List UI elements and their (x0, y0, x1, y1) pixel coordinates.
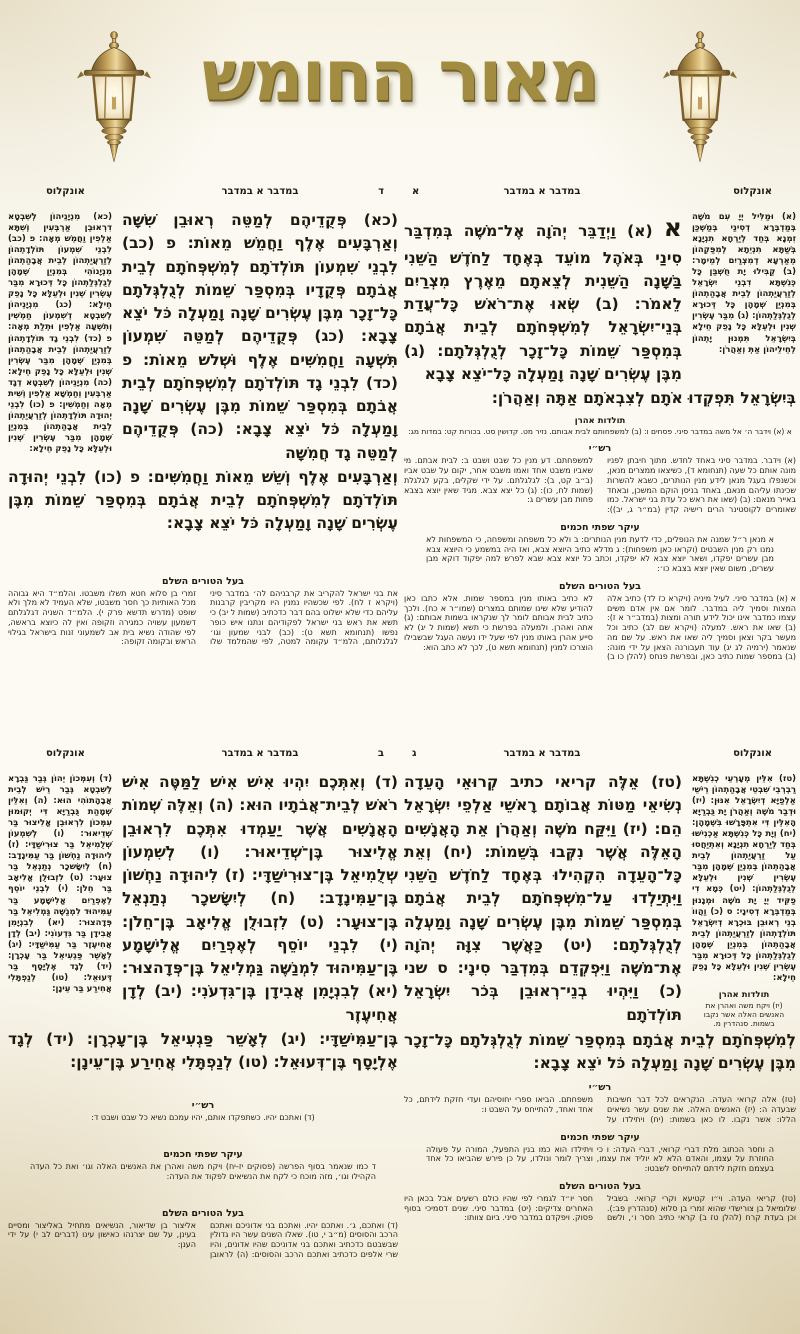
sifsei-chachamim-title: עיקר שפתי חכמים (560, 521, 640, 533)
torah-text: (טז) אֵלֶּה קריאי כתיב קְרוּאֵי הָעֵדָה נְשִׂיאֵי מַטּוֹת אֲבוֹתָם רָאשֵׁי אַלְפֵי יִשְׂרָאֵל הֵם: (יז) וַיִּקַּח מֹשֶׁה וְאַהֲרֹן אֵת הָאֲנָשִׁים הָאֵלֶּה אֲשֶׁר נִקְּבוּ בְּשֵׁמוֹת: (יח) וְאֵת כָּל־הָעֵדָה הִקְהִילוּ בְּאֶחָד לַחֹדֶשׁ הַשֵּׁנִי וַיִּתְיַלְדוּ עַל־מִשְׁפְּחֹתָם לְבֵית אֲבֹתָם בְּמִסְפַּר שֵׁמוֹת מִבֶּן עֶשְׂרִים שָׁנָה וָמַעְלָה לְגֻלְגְּלֹתָם: (יט) כַּאֲשֶׁר צִוָּה יְהֹוָה אֶת־מֹשֶׁה וַיִּפְקְדֵם בְּמִדְבַּר סִינָי: ס שני (כ) וַיִּהְיוּ בְנֵי־רְאוּבֵן בְּכֹר יִשְׂרָאֵל תּוֹלְדֹתָם (404, 773, 682, 1024)
toldot-aharon-text: א (א) וידבר ה׳ אל משה במדבר סיני. פסחים ו: (ב) למשפחותם לבית אבותם. נזיר מט. קדושין סט. בכורות קט: במדות מג: (408, 427, 792, 437)
onkelos-label: אונקלוס (46, 748, 85, 759)
baal-haturim-text: את בני ישראל להקריב את קרבניהם לה׳ במדבר סיני (ויקרא ז לח). לפי שכשהיו נמנין היו מקריבין קרבנות עליהם כדי שלא ישלוט בהם דבר כדכתיב (שמות ל יב) כי תשא את ראש בני ישראל לפקודיהם ונתנו איש כופר נפשו (תנחומא תשא ט): (כב) לבני שמעון וגו׳ לגלגלותם, הלמ״ד עקומה למטה, לפי שהמלמד שלו זמרי בן סלוא חטא תשלו משבטו. והלמ״ד היא גבוהה מכל האותיות כך חסר משבטו, שלא העמיד לא מלך ולא שופט (מדרש תדשא פרק י). הלמ״ד השניה דגלגלתם דשמעון עשויה כמגירה וזקופה ואין לה כיוצא בראשה, לפי שהודה נשיא בית אב לשמעוני זנות בישראל בגילוי הראש ובקומה זקופה: (8, 588, 398, 647)
masthead (0, 0, 800, 186)
onkelos-text: (ד) וְעִמְּכוֹן יְהוֹן גְּבַר גַּבְרָא לְשִׁבְטָא גְּבַר רֵישׁ לְבֵית אֲבָהָתוֹהִי הוּא: (ה) וְאִלֵּין שְׁמָהַת גֻּבְרַיָּא דִּי יְקוּמוּן עִמְּכוֹן לִרְאוּבֵן אֱלִיצוּר בַּר שְׁדֵיאוּר: (ו) לְשִׁמְעוֹן שְׁלֻמִיאֵל בַּר צוּרִישַׁדָּי: (ז) לִיהוּדָה נַחְשׁוֹן בַּר עַמִּינָדָב: (ח) לְיִשָּׂשכָר נְתַנְאֵל בַּר צוּעָר: (ט) לִזְבוּלֻן אֱלִיאָב בַּר חֵלֹן: (י) לִבְנֵי יוֹסֵף לְאֶפְרַיִם אֱלִישָׁמָע בַּר עַמִּיהוּד לִמְנַשֶּׁה גַּמְלִיאֵל בַּר פְּדָהצוּר: (יא) לְבִנְיָמִן אֲבִידָן בַּר גִּדְעוֹנִי: (יב) לְדָן אֲחִיעֶזֶר בַּר עַמִּישַׁדָּי: (יג) לְאָשֵׁר פַּגְעִיאֵל בַּר עָכְרָן: (יד) לְגָד אֶלְיָסָף בַּר דְּעוּאֵל: (טו) לְנַפְתָּלִי אֲחִירַע בַּר עֵינָן: (8, 774, 112, 994)
onkelos-label: אונקלוס (733, 186, 772, 197)
onkelos-text: (טז) אִלֵּין מְעָרְעֵי כְנִשְׁתָּא רַבְרְבֵי שִׁבְטֵי אֲבָהַתְהוֹן רֵישֵׁי אַלְפַיָּא דְיִשְׂרָאֵל אִנּוּן: (יז) וּדְבַר מֹשֶׁה וְאַהֲרֹן יָת גֻּבְרַיָּא הָאִלֵּין דִּי אִתְפָּרָשׁוּ בִּשְׁמָהָן: (יח) וְיָת כָּל כְּנִשְׁתָּא אַכְנִישׁוּ בְּחַד לְיַרְחָא תִנְיָנָא וְאִתְיַחֲסוּ עַל זַרְעֲיַתְהוֹן לְבֵית אֲבָהַתְהוֹן בְּמִנְיַן שְׁמָהָן מִבַּר עֶשְׂרִין שְׁנִין וּלְעֵלָּא לְגֻלְגְּלַתְהוֹן: (יט) כְּמָא דִי פַקִּיד יְיָ יָת מֹשֶׁה וּמְנָנוּן בְּמַדְבְּרָא דְסִינָי: ס (כ) וַהֲווֹ בְנֵי רְאוּבֵן בּוּכְרָא דְיִשְׂרָאֵל תּוֹלְדָתְהוֹן לְזַרְעֲיַתְהוֹן לְבֵית אֲבָהַתְהוֹן בְּמִנְיַן שְׁמָהָן לְגֻלְגְּלַתְהוֹן כָּל דְּכוּרָא מִבַּר עֶשְׂרִין שְׁנִין וּלְעֵלָּא כָּל נָפֵק חֵילָא: (692, 774, 796, 983)
torah-text-continued: בֶּן־עַמִּישַׁדָּי: (יג) לְאָשֵׁר פַּגְעִיאֵל בֶּן־עָכְרָן: (יד) לְגָד אֶלְיָסָף בֶּן־דְּעוּאֵל: (טו) לְנַפְתָּלִי אֲחִירַע בֶּן־עֵינָן: (8, 1029, 398, 1071)
rashi-text: (ד) ואתכם יהיו. כשתפקדו אותם, יהיו עמכם נשיא כל שבט ושבט ד: (91, 1113, 315, 1123)
torah-text-continued: בְּיִשְׂרָאֵל תִּפְקְדוּ אֹתָם לְצִבְאֹתָם אַתָּה וְאַהֲרֹן: (491, 389, 796, 407)
baal-haturim-title: בעל הטורים השלם (559, 1180, 641, 1192)
onkelos-text: (כא) מִנְיָנֵיהוֹן לְשִׁבְטָא דִרְאוּבֵן אַרְבְּעִין וְשִׁתָּא אַלְפִין וַחֲמֵשׁ מְאָה: פ (כב) לִבְנֵי שִׁמְעוֹן תּוֹלְדָתְהוֹן לְזַרְעֲיַתְהוֹן לְבֵית אֲבָהַתְהוֹן מִנְיָנוֹהִי בְּמִנְיַן שְׁמָהָן לְגֻלְגְּלַתְהוֹן כָּל דְּכוּרָא מִבַּר עֶשְׂרִין שְׁנִין וּלְעֵלָּא כָּל נָפֵק חֵילָא: (כג) מִנְיָנֵיהוֹן לְשִׁבְטָא דְשִׁמְעוֹן חַמְשִׁין וְתִשְׁעָה אַלְפִין וּתְלַת מְאָה: פ (כד) לִבְנֵי גָד תּוֹלְדָתְהוֹן לְזַרְעֲיַתְהוֹן לְבֵית אֲבָהַתְהוֹן בְּמִנְיַן שְׁמָהָן מִבַּר עֶשְׂרִין שְׁנִין וּלְעֵלָּא כָּל נָפֵק חֵילָא: (כה) מִנְיָנֵיהוֹן לְשִׁבְטָא דְגָד אַרְבְּעִין וְחַמְשָׁא אַלְפִין וְשִׁית מְאָה וְחַמְשִׁין: פ (כו) לִבְנֵי יְהוּדָה תּוֹלְדָתְהוֹן לְזַרְעֲיַתְהוֹן לְבֵית אֲבָהַתְהוֹן בְּמִנְיַן שְׁמָהָן מִבַּר עֶשְׂרִין שְׁנִין וּלְעֵלָּא כָּל נָפֵק חֵילָא: (8, 212, 112, 454)
baal-haturim-text: א (א) במדבר סיני. לעיל מיניה (ויקרא כז לד) כתיב אלה המצות וסמיך ליה במדבר. לומר אם אין אדם משים עצמו כמדבר אינו יכול לידע תורה ומצות (במדב״ר א ז): (ב) שאו את ראש. למעלה (ויקרא שם לב) כתיב וכל מעשר בקר וצאן וסמיך ליה שאו את ראש. על שם מה שנאמר (ירמיה לג יג) עוד תעבורנה הצאן על ידי מונה: (ב) במספר שמות כתיב כאן, ובפרשת פנחס (להלן כו ב) לא כתיב באותו מנין במספר שמות. אלא כתבו כאן להודיע שלא שינו שמותם במצרים (שמו״ר א כח). ולכך כתיב לבית אבותם לומר לך שנקראו בשמות אבותם: (ג) אתה ואהרן. ולמעלה בפרשת כי תשא (שמות ל יג) לא סייע אהרן באותו מנין לפי שעל ידו נעשה העגל שבשבילו הוצרכו למנין (תנחומא תשא ט), לכך לא כתב הוא: (404, 593, 796, 662)
sifsei-chachamim-title: עיקר שפתי חכמים (560, 1131, 640, 1143)
onkelos-text: (א) וּמַלִּיל יְיָ עִם מֹשֶׁה בְּמַדְבְּרָא דְסִינַי בְּמַשְׁכַּן זִמְנָא בְּחַד לְיַרְחָא תִנְיָנָא בְּשַׁתָּא תִנְיֵתָא לְמִפַּקְהוֹן מֵאַרְעָא דְמִצְרַיִם לְמֵימָר: (ב) קַבִּילוּ יָת חֻשְׁבַּן כָּל כְּנִשְׁתָּא דִבְנֵי יִשְׂרָאֵל לְזַרְעֲיַתְהוֹן לְבֵית אֲבָהַתְהוֹן בְּמִנְיַן שְׁמָהָן כָּל דְּכוּרָא לְגֻלְגְּלַתְהוֹן: (ג) מִבַּר עֶשְׂרִין שְׁנִין וּלְעֵלָּא כָּל נָפֵק חֵילָא בְּיִשְׂרָאֵל תִּמְנוּן יָתְהוֹן לְחֵילֵיהוֹן אַתְּ וְאַהֲרֹן: (692, 212, 796, 355)
page-header (8, 748, 398, 764)
rashi-title: רש״י (588, 443, 612, 455)
page-title: מאור החומש (201, 35, 599, 117)
chapter-letter: א (663, 213, 682, 242)
toldot-aharon-title: תולדות אהרן (718, 989, 770, 1000)
torah-text: (ד) וְאִתְּכֶם יִהְיוּ אִישׁ אִישׁ לַמַּטֶּה אִישׁ רֹאשׁ לְבֵית־אֲבֹתָיו הוּא: (ה) וְאֵלֶּה שְׁמוֹת הָאֲנָשִׁים אֲשֶׁר יַעַמְדוּ אִתְּכֶם לִרְאוּבֵן אֱלִיצוּר בֶּן־שְׁדֵיאוּר: (ו) לְשִׁמְעוֹן שְׁלֻמִיאֵל בֶּן־צוּרִישַׁדָּי: (ז) לִיהוּדָה נַחְשׁוֹן בֶּן־עַמִּינָדָב: (ח) לְיִשָּׂשכָר נְתַנְאֵל בֶּן־צוּעָר: (ט) לִזְבוּלֻן אֱלִיאָב בֶּן־חֵלֹן: (י) לִבְנֵי יוֹסֵף לְאֶפְרַיִם אֱלִישָׁמָע בֶּן־עַמִּיהוּד לִמְנַשֶּׁה גַּמְלִיאֵל בֶּן־פְּדָהצוּר: (יא) לְבִנְיָמִן אֲבִידָן בֶּן־גִּדְעֹנִי: (יב) לְדָן אֲחִיעֶזֶר (122, 773, 398, 1024)
torah-text-continued: לְמִשְׁפְּחֹתָם לְבֵית אֲבֹתָם בְּמִסְפַּר שֵׁמוֹת לְגֻלְגְּלֹתָם כָּל־זָכָר מִבֶּן עֶשְׂרִים שָׁנָה וָמַעְלָה כֹּל יֹצֵא צָבָא: (404, 1030, 796, 1073)
page-number: ד (378, 186, 384, 197)
rashi-text: (א) וידבר. במדבר סיני באחד לחדש. מתוך חיבתן לפניו מונה אותם כל שעה (תנחומא ד), כשיצאו ממצרים מנאן, וכשנפלו בעגל מנאן לידע מנין הנותרים, כשבא להשרות שכינתו עליהם מנאם, באחד בניסן הוקם המשכן, ובאחד באייר מנאם: (ב) (שאו את ראש כל עדת בני ישראל. כמו שאומרים לקוסטינר הרים רישיה קדין (במ״ר ג, יב)): למשפחתם. דע מנין כל שבט ושבט ב: לבית אבתם. מי שאביו משבט אחד ואמו משבט אחר, יקום על שבט אביו (ב״ב קט, ב): לגלגלתם. על ידי שקלים, בקע לגלגלת (שמות לח, כו): (ג) כל יצא צבא. מגיד שאין יוצא בצבא פחות מבן עשרים ג: (404, 456, 796, 514)
torah-text-continued: וְאַרְבָּעִים אֶלֶף וְשֵׁשׁ מֵאוֹת וַחֲמִשִּׁים: פ (כו) לִבְנֵי יְהוּדָה תּוֹלְדֹתָם לְמִשְׁפְּחֹתָם לְבֵית אֲבֹתָם בְּמִסְפַּר שֵׁמוֹת מִבֶּן עֶשְׂרִים שָׁנָה וָמַעְלָה כֹּל יֹצֵא צָבָא: (8, 467, 398, 533)
book-header: במדבר א במדבר (503, 186, 581, 197)
baal-haturim-text: (ד) ואתכם, ג׳. ואתכם יהיו. ואתכם בני אדוניכם ואתכם הרכב והסוסים (מ״ב י, טו). שאלו השנים עשר היו גדולין שבשבטם כדכתיב ואתכם בני אדוניכם שהיו אדונים, והיו שרי אלפים כדכתיב ואתכם הרכב והסוסים: (ה) לראובן אליצור בן שדיאור, הנשיאים מתחיל באליצור ומסיים בעינן, על שם יצרנהו כאישון עינו (דברים לב י) על ידי הענן: (8, 1220, 398, 1259)
book-header: במדבר א במדבר (221, 748, 299, 759)
onkelos-column (692, 771, 796, 1028)
page-bet (8, 748, 398, 1292)
book-header: במדבר א במדבר (221, 186, 299, 197)
onkelos-label: אונקלוס (46, 186, 85, 197)
sifsei-chachamim-text: ה וחסר הכתוב מלת דברי קרואי, דברי העדה: ו כי ויתילדו הוא כמו בנין התפעל, המורה על פעולה החוזרת על עצמו, והאדם הלא לא יוליד את עצמו, וצריך לומר ונולדו, על כן פירש שהביאו כל אחד בעצמם חזקת לידתם להתייחס לשבטו: (426, 1144, 774, 1174)
toldot-aharon-text: (יז) ויקח משה ואהרן את האנשים האלה אשר נקבו בשמות. סנהדרין מ. (703, 1000, 785, 1028)
page-gimel (404, 748, 796, 1292)
toldot-aharon-title: תולדות אהרן (574, 416, 626, 427)
baal-haturim-title: בעל הטורים השלם (559, 580, 641, 592)
baal-haturim-text: (טז) קריאי העדה. וי״ו קטיעא וקרי קרואי. בשביל שלומיאל בן צורישדי שהוא זמרי בן סלוא (סנהדרין פב:). וכן בעדת קרח (להלן טז ב) קראי כתיב חסר ו׳, ולשם חסר יו״ד לגמרי לפי שהיו כולם רשעים אבל בכאן היו האחרים צדיקים: (יט) במדבר סיני. שנים דסמיכי בסוף פסוק. ויפקדם במדבר סיני. ביום צוותו: (404, 1193, 796, 1223)
torah-text: (כא) פְּקֻדֵיהֶם לְמַטֵּה רְאוּבֵן שִׁשָּׁה וְאַרְבָּעִים אֶלֶף וַחֲמֵשׁ מֵאוֹת: פ (כב) לִבְנֵי שִׁמְעוֹן תּוֹלְדֹתָם לְמִשְׁפְּחֹתָם לְבֵית אֲבֹתָם פְּקֻדָיו בְּמִסְפַּר שֵׁמוֹת לְגֻלְגְּלֹתָם כָּל־זָכָר מִבֶּן עֶשְׂרִים שָׁנָה וָמַעְלָה כֹּל יֹצֵא צָבָא: (כג) פְּקֻדֵיהֶם לְמַטֵּה שִׁמְעוֹן תִּשְׁעָה וַחֲמִשִּׁים אֶלֶף וּשְׁלֹשׁ מֵאוֹת: פ (כד) לִבְנֵי גָד תּוֹלְדֹתָם לְמִשְׁפְּחֹתָם לְבֵית אֲבֹתָם בְּמִסְפַּר שֵׁמוֹת מִבֶּן עֶשְׂרִים שָׁנָה וָמַעְלָה כֹּל יֹצֵא צָבָא: (כה) פְּקֻדֵיהֶם לְמַטֵּה גָד חֲמִשָּׁה (122, 211, 398, 462)
baal-haturim-title: בעל הטורים השלם (162, 575, 244, 587)
book-header: במדבר א במדבר (503, 748, 581, 759)
rashi-title: רש״י (588, 1082, 612, 1094)
page-number: ג (412, 748, 417, 759)
lantern-icon (652, 30, 748, 164)
page-dalet (8, 186, 398, 742)
page-aleph (404, 186, 796, 742)
torah-text (404, 209, 682, 386)
page-header (404, 748, 796, 764)
page-number: ב (377, 748, 384, 759)
rashi-title: רש״י (191, 1100, 215, 1112)
baal-haturim-title: בעל הטורים השלם (162, 1207, 244, 1219)
sifsei-chachamim-text: ד כמו שנאמר בסוף הפרשה (פסוקים יז-יח) ויקח משה ואהרן את האנשים האלה וגו׳ ואת כל העדה הקהילו וגו׳, מזה מוכח כי לקח את הנשיאים לפקוד את העדה: (30, 1162, 376, 1181)
page-number: א (412, 186, 420, 197)
onkelos-label: אונקלוס (733, 748, 772, 759)
sifsei-chachamim-title: עיקר שפתי חכמים (163, 1149, 243, 1160)
page-header (8, 186, 398, 202)
sifsei-chachamim-text: א מנאן ר״ל שמנה את הנופלים, כדי לדעת מנין הנותרים: ב ולא כל משפחה ומשפחה, כי המשפחות לא נמנו רק מנין השבטים (וקראו כאן משפחות): ג מדלא כתיב היוצא צבא, ואז היה במשמע כי היוצא צבא מבן עשרים יפקדו, ושאר יוצא צבא לא יפקדו, וכתב כל יוצא צבא שבא לפרש למה יפקוד דוקא מבן עשרים, משום שאין יוצא בצבא כו׳: (426, 534, 774, 573)
rashi-text: (טז) אלה קרואי העדה. הנקראים לכל דבר חשיבות שבעדה ה: (יז) האנשים האלה. את שנים עשר נשיאים הללו: אשר נקבו. לו כאן בשמות: (יח) ויתילדו על משפחתם. הביאו ספרי יחוסיהם ועדי חזקת לידתם, כל אחד ואחד, להתייחס על השבט ו: (404, 1095, 796, 1124)
page-header (404, 186, 796, 202)
torah-verses: (א) וַיְדַבֵּר יְהֹוָה אֶל־מֹשֶׁה בְּמִדְבַּר סִינַי בְּאֹהֶל מוֹעֵד בְּאֶחָד לַחֹדֶשׁ הַשֵּׁנִי בַּשָּׁנָה הַשֵּׁנִית לְצֵאתָם מֵאֶרֶץ מִצְרַיִם לֵאמֹר: (ב) שְׂאוּ אֶת־רֹאשׁ כָּל־עֲדַת בְּנֵי־יִשְׂרָאֵל לְמִשְׁפְּחֹתָם לְבֵית אֲבֹתָם בְּמִסְפַּר שֵׁמוֹת כָּל־זָכָר לְגֻלְגְּלֹתָם: (ג) מִבֶּן עֶשְׂרִים שָׁנָה וָמַעְלָה כָּל־יֹצֵא צָבָא (404, 222, 682, 383)
lantern-icon (66, 30, 162, 164)
